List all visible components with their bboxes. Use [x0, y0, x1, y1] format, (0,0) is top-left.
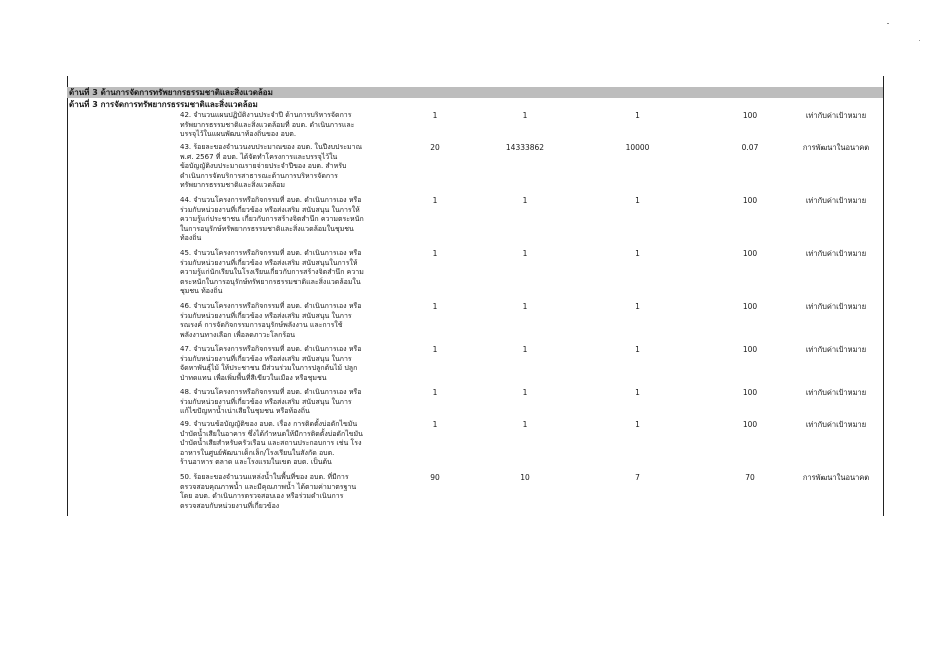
assessment-result: เท่ากับค่าเป้าหมาย	[805, 302, 867, 311]
base-value: 1	[522, 302, 528, 311]
base-value: 14333862	[505, 143, 545, 152]
target-value: 1	[432, 302, 438, 311]
base-value: 1	[522, 111, 528, 120]
percent-value: 70	[745, 473, 755, 482]
scan-speck	[887, 23, 889, 24]
result-value: 10000	[625, 143, 650, 152]
assessment-result: เท่ากับค่าเป้าหมาย	[805, 345, 867, 354]
assessment-result: เท่ากับค่าเป้าหมาย	[805, 111, 867, 120]
assessment-result: เท่ากับค่าเป้าหมาย	[805, 196, 867, 205]
indicator-description: 44. จำนวนโครงการหรือกิจกรรมที่ อบต. ดำเนินการเอง หรือ ร่วมกับหน่วยงานที่เกี่ยวข้อง หรือส่งเสริม สนับสนุน ในการให้ ความรู้แก่ประชาชน เกี่ยวกับการสร้างจิตสำนึก ความตระหนัก ในการอนุรักษ์ทรัพยากรธรรมชาติและสิ่งแวดล้อมในชุมชน ท้องถิ่น	[180, 196, 364, 243]
assessment-result: เท่ากับค่าเป้าหมาย	[805, 420, 867, 429]
percent-value: 100	[742, 388, 758, 397]
result-value: 1	[635, 249, 640, 258]
base-value: 1	[522, 345, 528, 354]
target-value: 1	[432, 420, 438, 429]
target-value: 90	[430, 473, 440, 482]
percent-value: 100	[742, 249, 758, 258]
percent-value: 0.07	[741, 143, 759, 152]
indicator-description: 46. จำนวนโครงการหรือกิจกรรมที่ อบต. ดำเนินการเอง หรือ ร่วมกับหน่วยงานที่เกี่ยวข้อง หรือส่งเสริม สนับสนุน ในการ รณรงค์ การจัดกิจกรรมการอนุรักษ์พลังงาน และการใช้ พลังงานทางเลือก เพื่อลดภาวะโลกร้อน	[180, 302, 362, 339]
result-value: 1	[635, 302, 640, 311]
percent-value: 100	[742, 302, 758, 311]
indicator-description: 48. จำนวนโครงการหรือกิจกรรมที่ อบต. ดำเนินการเอง หรือ ร่วมกับหน่วยงานที่เกี่ยวข้อง หรือส่งเสริม สนับสนุน ในการ แก้ไขปัญหาน้ำเน่าเสียในชุมชน หรือท้องถิ่น	[180, 388, 362, 416]
result-value: 1	[635, 196, 640, 205]
percent-value: 100	[742, 420, 758, 429]
assessment-result: เท่ากับค่าเป้าหมาย	[805, 249, 867, 258]
scan-speck	[919, 40, 920, 41]
section-title: ด้านที่ 3 ด้านการจัดการทรัพยากรธรรมชาติและสิ่งแวดล้อม	[67, 87, 883, 98]
target-value: 20	[430, 143, 440, 152]
assessment-result: การพัฒนาในอนาคต	[802, 143, 870, 152]
result-value: 1	[635, 420, 640, 429]
indicator-description: 45. จำนวนโครงการหรือกิจกรรมที่ อบต. ดำเนินการเอง หรือ ร่วมกับหน่วยงานที่เกี่ยวข้อง หรือส่งเสริม สนับสนุนในการให้ ความรู้แก่นักเรียนในโรงเรียนเกี่ยวกับการสร้างจิตสำนึก ความ ตระหนักในการอนุรักษ์ทรัพยากรธรรมชาติและสิ่งแวดล้อมใน ชุมชน ท้องถิ่น	[180, 249, 364, 296]
base-value: 10	[520, 473, 530, 482]
target-value: 1	[432, 111, 438, 120]
indicator-description: 47. จำนวนโครงการหรือกิจกรรมที่ อบต. ดำเนินการเอง หรือ ร่วมกับหน่วยงานที่เกี่ยวข้อง หรือส่งเสริม สนับสนุน ในการ จัดหาพันธุ์ไม้ ให้ประชาชน มีส่วนร่วมในการปลูกต้นไม้ ปลูก ป่าทดแทน เพื่อเพิ่มพื้นที่สีเขียวในเมือง หรือชุมชน	[180, 345, 362, 382]
base-value: 1	[522, 388, 528, 397]
percent-value: 100	[742, 345, 758, 354]
subsection-title: ด้านที่ 3 การจัดการทรัพยากรธรรมชาติและสิ่งแวดล้อม	[69, 100, 258, 109]
percent-value: 100	[742, 111, 758, 120]
target-value: 1	[432, 345, 438, 354]
indicator-description: 49. จำนวนข้อบัญญัติของ อบต. เรื่อง การติดตั้งบ่อดักไขมัน บำบัดน้ำเสียในอาคาร ซึ่งได้กำหนดให้มีการติดตั้งบ่อดักไขมัน บำบัดน้ำเสียสำหรับครัวเรือน และสถานประกอบการ เช่น โรง อาหารในศูนย์พัฒนาเด็กเล็ก/โรงเรียนในสังกัด อบต. ร้านอาหาร ตลาด และโรงแรมในเขต อบต. เป็นต้น	[180, 420, 363, 467]
table-right-border	[883, 76, 884, 516]
indicator-description: 42. จำนวนแผนปฏิบัติงานประจำปี ด้านการบริหารจัดการ ทรัพยากรธรรมชาติและสิ่งแวดล้อมที่ อบต. ดำเนินการและ บรรจุไว้ในแผนพัฒนาท้องถิ่นของ อบต.	[180, 111, 355, 139]
assessment-result: การพัฒนาในอนาคต	[802, 473, 870, 482]
indicator-description: 50. ร้อยละของจำนวนแหล่งน้ำในพื้นที่ของ อบต. ที่มีการ ตรวจสอบคุณภาพน้ำ และมีคุณภาพน้ำ ได้ตามค่ามาตรฐาน โดย อบต. ดำเนินการตรวจสอบเอง หรือร่วมดำเนินการ ตรวจสอบกับหน่วยงานที่เกี่ยวข้อง	[180, 473, 357, 510]
result-value: 1	[635, 111, 640, 120]
assessment-result: เท่ากับค่าเป้าหมาย	[805, 388, 867, 397]
target-value: 1	[432, 249, 438, 258]
indicator-description: 43. ร้อยละของจำนวนงบประมาณของ อบต. ในปีงบประมาณ พ.ศ. 2567 ที่ อบต. ได้จัดทำโครงการและบรรจุไว้ใน ข้อบัญญัติงบประมาณรายจ่ายประจำปีของ อบต. สำหรับ ดำเนินการจัดบริการสาธารณะด้านการบริหารจัดการ ทรัพยากรธรรมชาติและสิ่งแวดล้อม	[180, 143, 363, 190]
base-value: 1	[522, 196, 528, 205]
base-value: 1	[522, 249, 528, 258]
result-value: 1	[635, 388, 640, 397]
table-left-border	[67, 76, 68, 516]
base-value: 1	[522, 420, 528, 429]
target-value: 1	[432, 388, 438, 397]
result-value: 7	[635, 473, 640, 482]
percent-value: 100	[742, 196, 758, 205]
target-value: 1	[432, 196, 438, 205]
result-value: 1	[635, 345, 640, 354]
